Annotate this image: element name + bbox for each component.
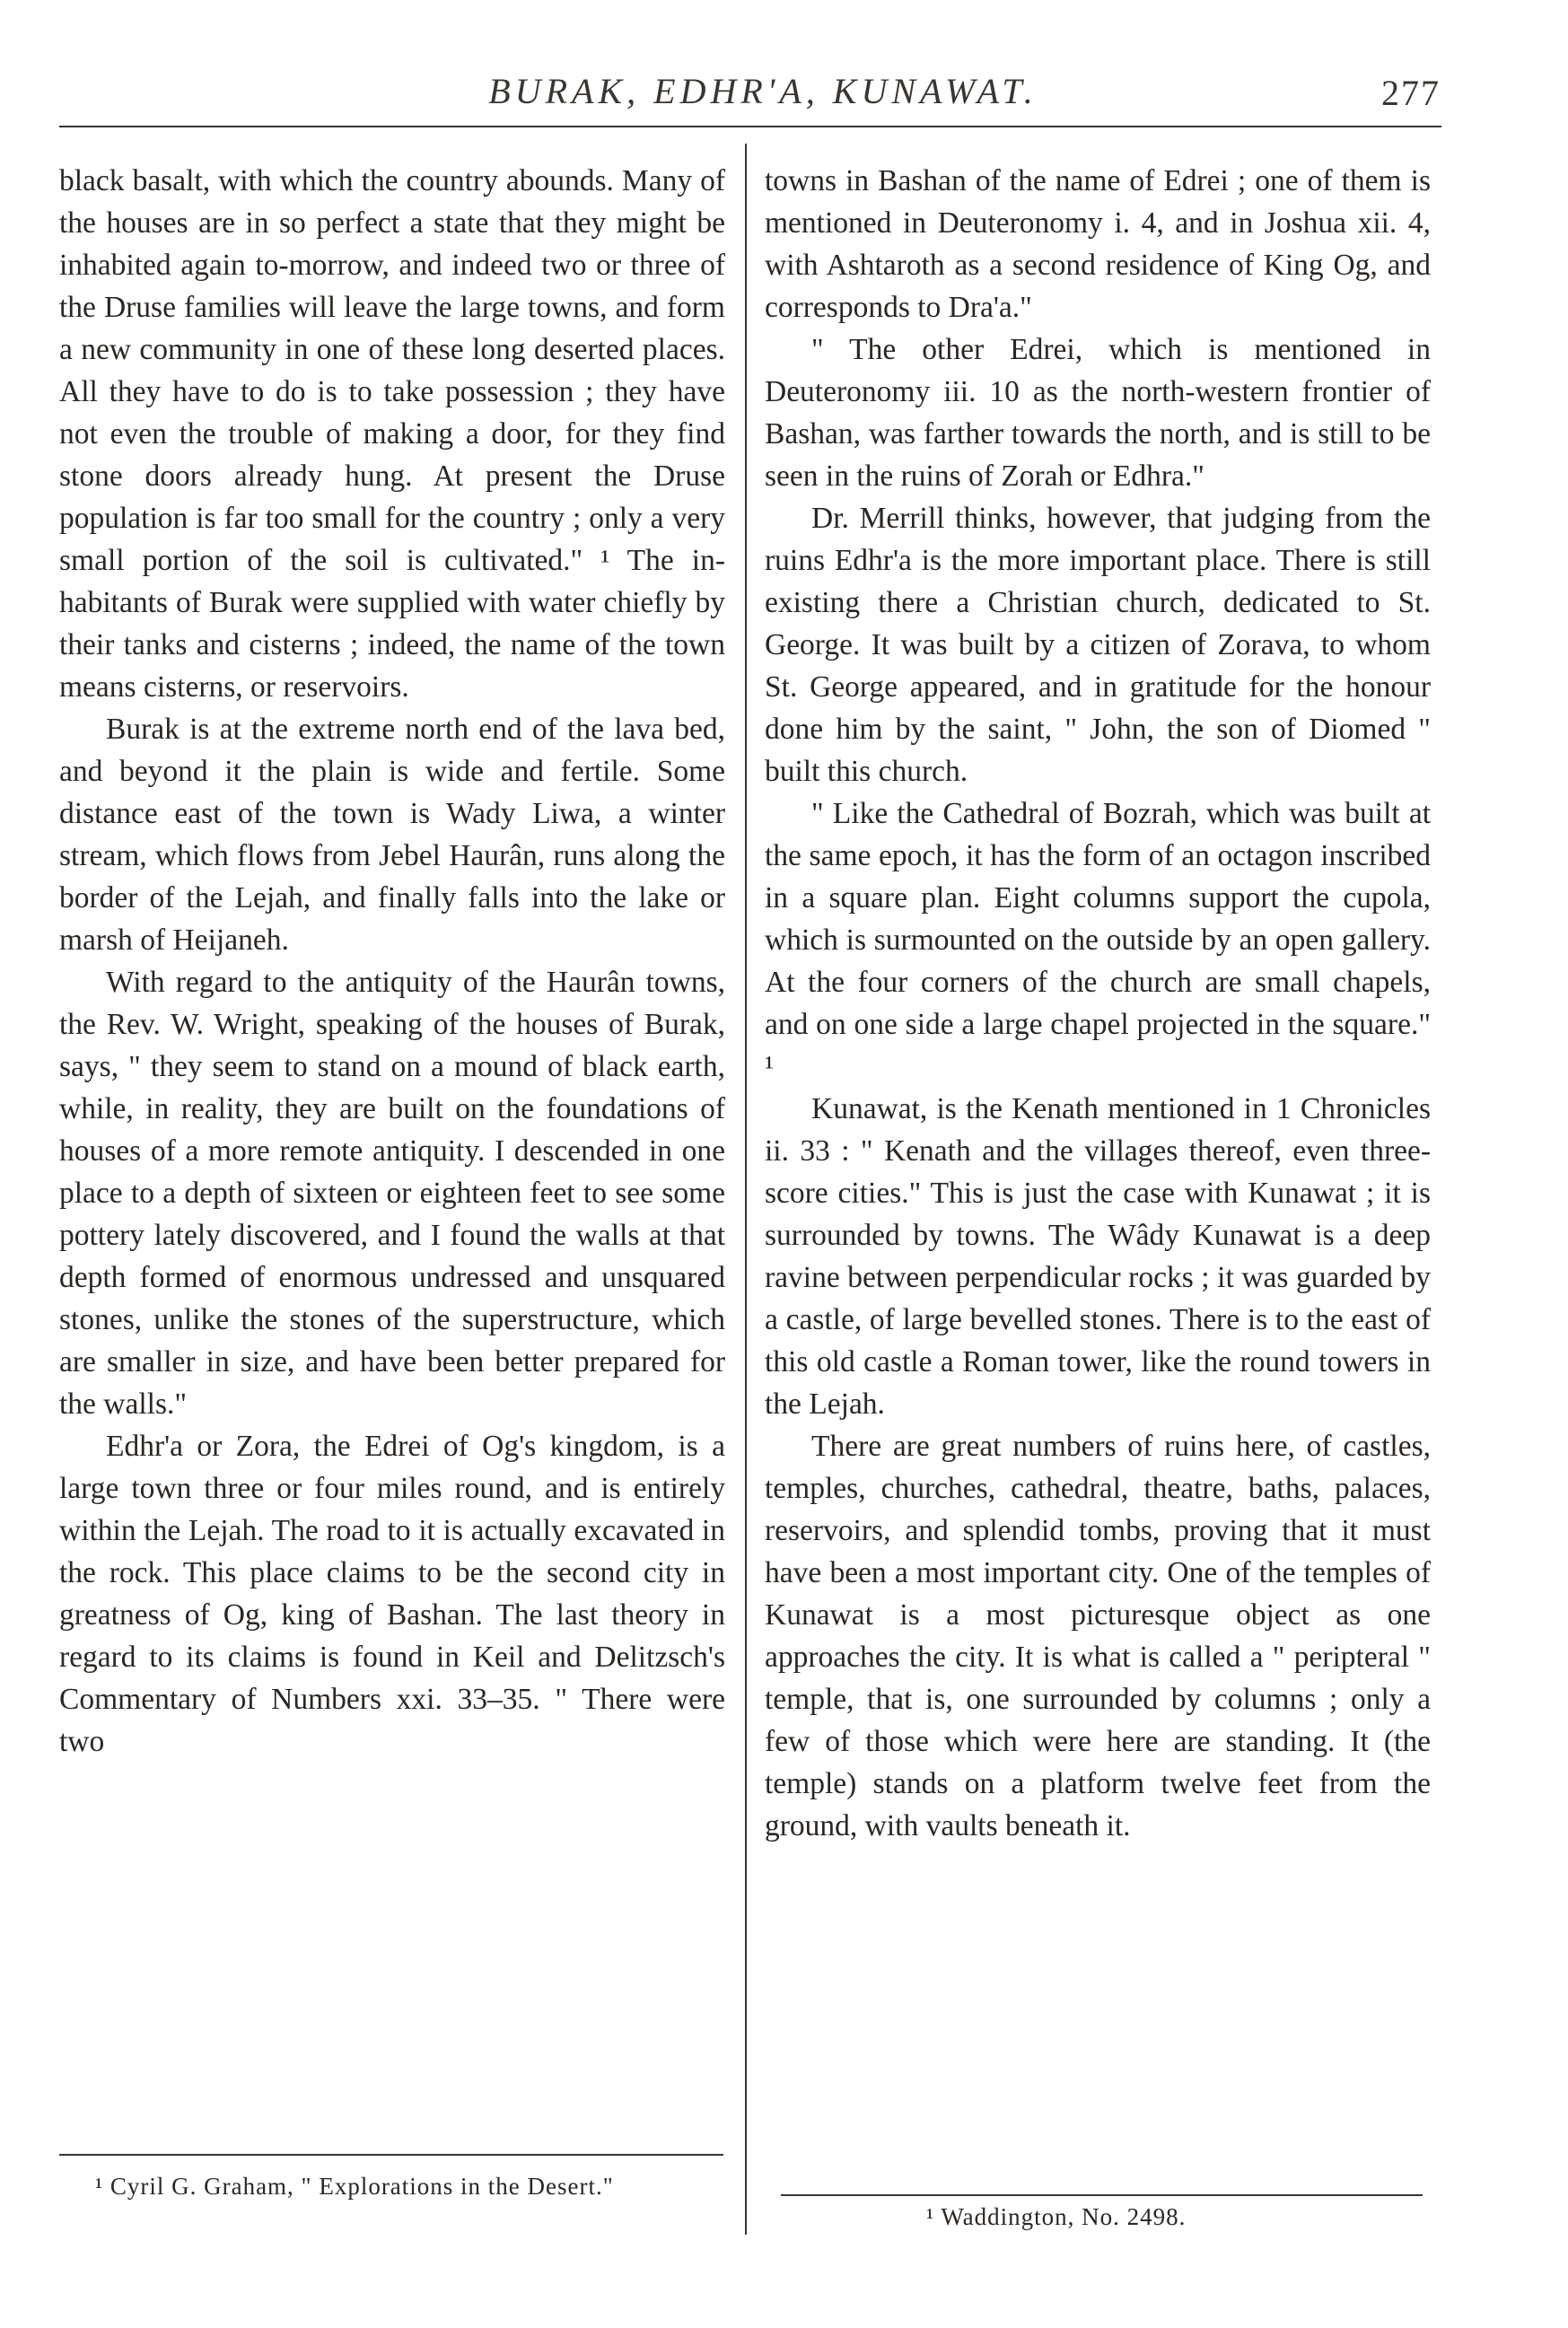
left-footnote-rule xyxy=(59,2154,723,2156)
right-footnote: ¹ Waddington, No. 2498. xyxy=(926,2203,1187,2230)
right-footnote-rule xyxy=(781,2194,1423,2196)
left-paragraph-3: With regard to the antiquity of the Haurân towns, the Rev. W. Wright, speaking of the houses of Burak, says, " they seem to stand on a mound of black earth, while, in reality, they are built on the foundations of houses of a more remote antiquity. I descended in one place to a depth of sixteen or eighteen feet to see some pottery lately discovered, and I found the walls at that depth formed of enormous undressed and unsquared stones, unlike the stones of the superstructure, which are smaller in size, and have been better prepared for the walls." xyxy=(59,966,725,1421)
left-footnote: ¹ Cyril G. Graham, " Explorations in the Desert." xyxy=(95,2173,614,2200)
left-paragraph-4: Edhr'a or Zora, the Edrei of Og's kingdom, is a large town three or four miles round, and is entirely within the Lejah. The road to it is actually excavated in the rock. This place claims to be the second city in greatness of Og, king of Bashan. The last theory in regard to its claims is found in Keil and Delitzsch's Commentary of Numbers xxi. 33–35. " There were two xyxy=(59,1430,725,1758)
page-number: 277 xyxy=(1381,73,1441,113)
right-paragraph-6: There are great numbers of ruins here, of castles, temples, churches, cathedral, theatre, baths, palaces, reservoirs, and splendid tombs, proving that it must have been a most important city. One of the temples of Kunawat is a most picturesque object as one approaches the city. It is what is called a " peripteral " temple, that is, one surrounded by columns ; only a few of those which were here are standing. It (the temple) stands on a platform twelve feet from the ground, with vaults beneath it. xyxy=(765,1430,1431,1842)
right-paragraph-1: towns in Bashan of the name of Edrei ; one of them is mentioned in Deuteronomy i. 4, and in Joshua xii. 4, with Ashtaroth as a second residence of King Og, and corresponds to Dra'a." xyxy=(765,164,1431,324)
running-head: BURAK, EDHR'A, KUNAWAT. xyxy=(488,71,1038,111)
right-paragraph-4: " Like the Cathedral of Bozrah, which was built at the same epoch, it has the form of an octagon inscribed in a square plan. Eight columns support the cupola, which is surmounted on the outside by an open gallery. At the four corners of the church are small chapels, and on one side a large chapel projected in the square." ¹ xyxy=(765,797,1431,1083)
right-paragraph-2: " The other Edrei, which is mentioned in Deuteronomy iii. 10 as the north-western frontier of Bashan, was farther towards the north, and is still to be seen in the ruins of Zorah or Edhra." xyxy=(765,333,1431,493)
right-paragraph-5: Kunawat, is the Kenath mentioned in 1 Chronicles ii. 33 : " Kenath and the villages thereof, even three-score cities." This is just the case with Kunawat ; it is surrounded by towns. The Wâdy Kunawat is a deep ravine between perpendicular rocks ; it was guarded by a castle, of large bevelled stones. There is to the east of this old castle a Roman tower, like the round towers in the Lejah. xyxy=(765,1092,1431,1421)
left-paragraph-2: Burak is at the extreme north end of the lava bed, and beyond it the plain is wide and fertile. Some distance east of the town is Wady Liwa, a winter stream, which flows from Jebel Haurân, runs along the border of the Lejah, and finally falls into the lake or marsh of Heijaneh. xyxy=(59,713,725,957)
header-rule xyxy=(59,126,1441,127)
left-paragraph-1: black basalt, with which the country abounds. Many of the houses are in so perfect a state that they might be inhabited again to-morrow, and indeed two or three of the Druse families will leave the large towns, and form a new community in one of these long deserted places. All they have to do is to take possession ; they have not even the trouble of making a door, for they find stone doors already hung. At present the Druse population is far too small for the country ; only a very small portion of the soil is cultivated." ¹ The inhabitants of Burak were supplied with water chiefly by their tanks and cisterns ; indeed, the name of the town means cisterns, or reservoirs. xyxy=(59,164,725,704)
column-divider xyxy=(745,144,747,2235)
left-column xyxy=(59,160,725,1763)
right-column xyxy=(765,160,1431,1847)
right-paragraph-3: Dr. Merrill thinks, however, that judging from the ruins Edhr'a is the more important place. There is still existing there a Christian church, dedicated to St. George. It was built by a citizen of Zorava, to whom St. George appeared, and in gratitude for the honour done him by the saint, " John, the son of Diomed " built this church. xyxy=(765,502,1431,788)
